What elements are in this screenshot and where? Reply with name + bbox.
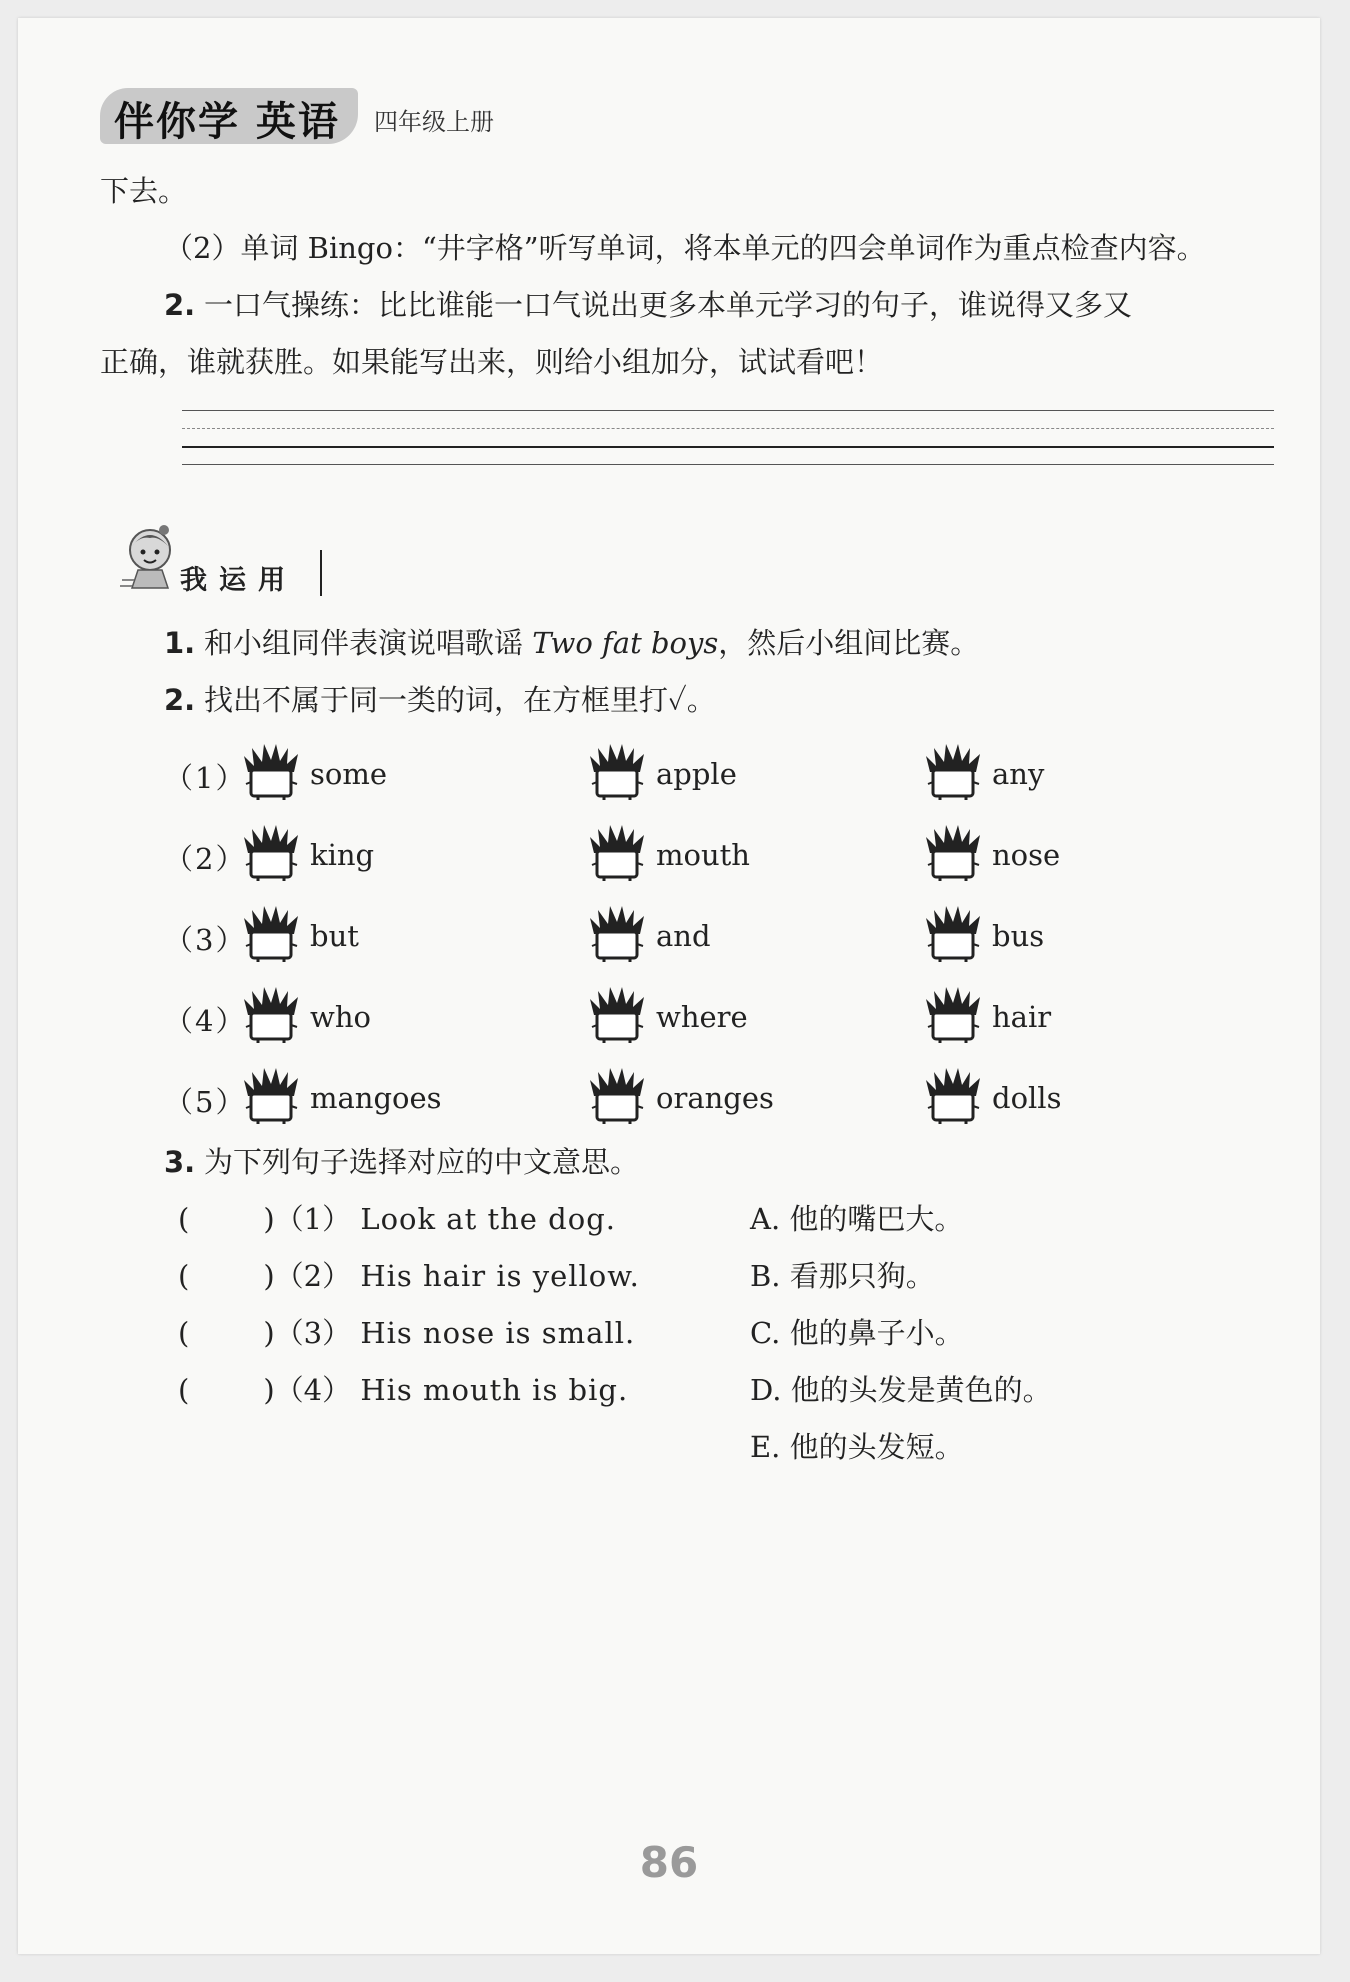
option-word: oranges	[656, 1081, 774, 1115]
sentence-row	[178, 1202, 616, 1237]
writing-guide-line	[182, 428, 1274, 429]
hedgehog-checkbox-icon[interactable]	[240, 1066, 302, 1130]
sentence-row	[178, 1259, 640, 1294]
page	[18, 18, 1320, 1954]
song-title: Two fat boys	[532, 626, 719, 660]
hedgehog-checkbox-icon[interactable]	[586, 904, 648, 968]
word-option	[240, 1066, 442, 1130]
answer-paren-close: )	[263, 1202, 275, 1236]
group-label: （5）	[164, 1085, 247, 1119]
intro-item-2: （2）单词 Bingo：“井字格”听写单词，将本单元的四会单词作为重点检查内容。	[164, 231, 1206, 265]
option-word: nose	[992, 838, 1061, 872]
hedgehog-checkbox-icon[interactable]	[922, 742, 984, 806]
word-option	[922, 742, 1044, 806]
option-word: but	[310, 919, 359, 953]
option-word: mouth	[656, 838, 750, 872]
word-option	[240, 985, 371, 1049]
question-1	[204, 626, 979, 661]
option-word: some	[310, 757, 388, 791]
sentence-label: （1）	[274, 1202, 352, 1236]
choice-item: E. 他的头发短。	[750, 1430, 964, 1464]
q-number: 3.	[164, 1145, 196, 1179]
hedgehog-checkbox-icon[interactable]	[240, 985, 302, 1049]
option-word: and	[656, 919, 711, 953]
hedgehog-checkbox-icon[interactable]	[922, 823, 984, 887]
sentence-label: （2）	[274, 1259, 352, 1293]
group-label: （3）	[164, 923, 247, 957]
section-divider	[320, 550, 322, 596]
q-number: 1.	[164, 626, 196, 660]
sentence-text: His nose is small.	[360, 1316, 636, 1350]
hedgehog-checkbox-icon[interactable]	[586, 1066, 648, 1130]
choice-item: B. 看那只狗。	[750, 1259, 935, 1293]
q-number: 2.	[164, 288, 196, 322]
question-1-text: 和小组同伴表演说唱歌谣	[204, 626, 524, 660]
section-title: 我运用	[180, 565, 297, 596]
question-1-text-end: ，然后小组间比赛。	[718, 626, 980, 660]
word-option	[586, 904, 711, 968]
word-option	[240, 904, 359, 968]
option-word: mangoes	[310, 1081, 442, 1115]
option-word: bus	[992, 919, 1045, 953]
answer-paren-open: (	[178, 1259, 190, 1293]
option-word: where	[656, 1000, 748, 1034]
group-label: （2）	[164, 842, 247, 876]
sentence-row	[178, 1373, 628, 1408]
writing-line	[182, 410, 1274, 411]
hedgehog-checkbox-icon[interactable]	[586, 823, 648, 887]
option-word: who	[310, 1000, 371, 1034]
answer-paren-close: )	[263, 1259, 275, 1293]
group-label: （1）	[164, 761, 247, 795]
word-option	[922, 823, 1060, 887]
option-word: any	[992, 757, 1045, 791]
page-number: 86	[639, 1838, 699, 1887]
answer-paren-open: (	[178, 1202, 190, 1236]
answer-paren-open: (	[178, 1316, 190, 1350]
word-option	[586, 1066, 774, 1130]
book-title: 伴你学 英语	[114, 99, 340, 145]
word-option	[922, 1066, 1061, 1130]
option-word: apple	[656, 757, 737, 791]
question-2-text: 找出不属于同一类的词，在方框里打✓。	[204, 683, 716, 717]
word-option	[922, 985, 1051, 1049]
writing-line	[182, 464, 1274, 465]
word-option	[586, 823, 750, 887]
word-option	[922, 904, 1044, 968]
answer-paren-open: (	[178, 1373, 190, 1407]
question-3-text: 为下列句子选择对应的中文意思。	[204, 1145, 640, 1179]
sentence-label: （3）	[274, 1316, 352, 1350]
option-word: dolls	[992, 1081, 1062, 1115]
sentence-row	[178, 1316, 635, 1351]
girl-mascot-icon	[118, 522, 180, 594]
word-option	[240, 823, 374, 887]
group-label: （4）	[164, 1004, 247, 1038]
sentence-text: Look at the dog.	[360, 1202, 616, 1236]
q-number: 2.	[164, 683, 196, 717]
word-option	[240, 742, 387, 806]
writing-line	[182, 446, 1274, 448]
book-subtitle: 四年级上册	[374, 108, 494, 136]
choice-item: C. 他的鼻子小。	[750, 1316, 964, 1350]
answer-paren-close: )	[263, 1316, 275, 1350]
option-word: king	[310, 838, 375, 872]
intro-q2-line2: 正确，谁就获胜。如果能写出来，则给小组加分，试试看吧！	[100, 345, 884, 379]
hedgehog-checkbox-icon[interactable]	[922, 1066, 984, 1130]
hedgehog-checkbox-icon[interactable]	[586, 985, 648, 1049]
hedgehog-checkbox-icon[interactable]	[240, 742, 302, 806]
choice-item: A. 他的嘴巴大。	[750, 1202, 964, 1236]
word-option	[586, 742, 737, 806]
hedgehog-checkbox-icon[interactable]	[922, 985, 984, 1049]
sentence-text: His mouth is big.	[360, 1373, 629, 1407]
sentence-label: （4）	[274, 1373, 352, 1407]
hedgehog-checkbox-icon[interactable]	[240, 823, 302, 887]
intro-line: 下去。	[100, 174, 188, 208]
sentence-text: His hair is yellow.	[360, 1259, 640, 1293]
hedgehog-checkbox-icon[interactable]	[922, 904, 984, 968]
choice-item: D. 他的头发是黄色的。	[750, 1373, 1052, 1407]
hedgehog-checkbox-icon[interactable]	[586, 742, 648, 806]
word-option	[586, 985, 748, 1049]
hedgehog-checkbox-icon[interactable]	[240, 904, 302, 968]
answer-paren-close: )	[263, 1373, 275, 1407]
option-word: hair	[992, 1000, 1052, 1034]
intro-q2-line1: 一口气操练：比比谁能一口气说出更多本单元学习的句子，谁说得又多又	[204, 288, 1133, 322]
